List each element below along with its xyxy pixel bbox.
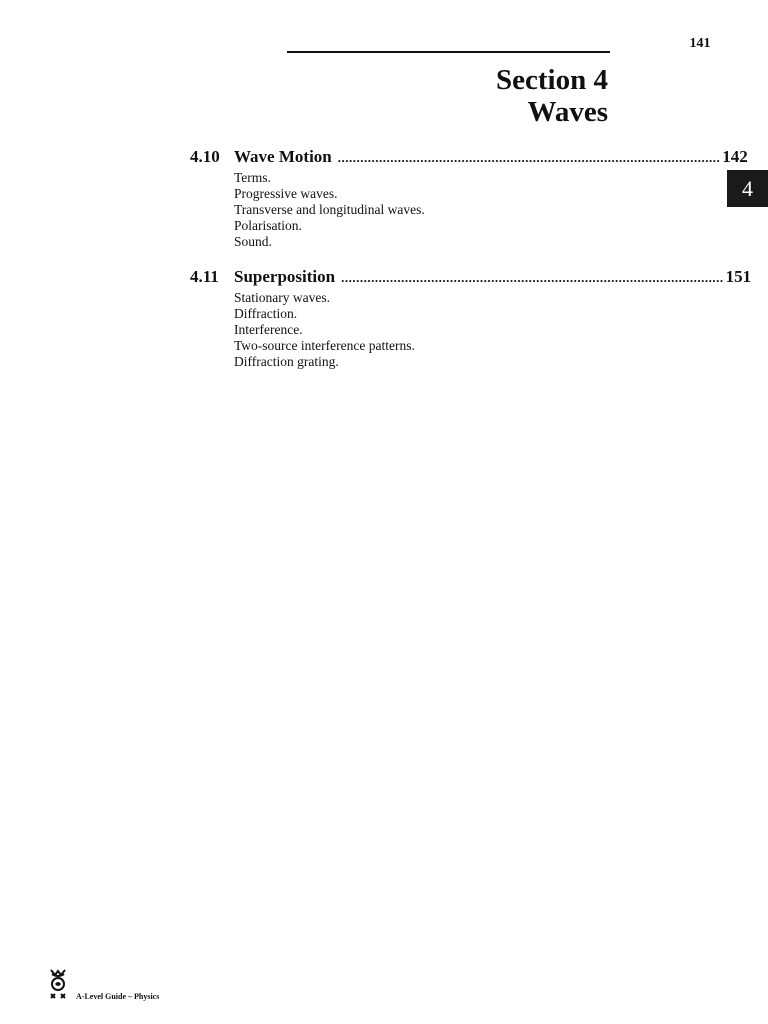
toc-subtopic: Stationary waves. — [234, 290, 330, 305]
publisher-logo-icon — [48, 968, 68, 1000]
toc-heading-line — [190, 267, 752, 288]
section-heading — [496, 64, 608, 128]
section-thumb-tab: 4 — [727, 170, 768, 207]
toc-subtopic: Two-source interference patterns. — [234, 338, 415, 353]
toc-subtopic: Diffraction. — [234, 306, 298, 321]
footer-text: A-Level Guide – Physics — [76, 992, 160, 1001]
page-footer — [48, 968, 248, 1004]
toc-entry-title: Wave Motion — [234, 147, 332, 166]
toc-entry-page: 151 — [725, 267, 752, 286]
page-number: 141 — [689, 36, 711, 51]
toc-entry — [190, 147, 748, 250]
toc-subtopic: Terms. — [234, 170, 271, 185]
header-rule — [287, 51, 610, 53]
toc-entry-page: 142 — [722, 147, 748, 166]
toc-subtopic: Polarisation. — [234, 218, 302, 233]
toc-entry-number: 4.10 — [190, 147, 220, 166]
section-title: Waves — [527, 96, 608, 128]
toc-heading-line — [190, 147, 748, 168]
toc-entry-number: 4.11 — [190, 267, 219, 286]
toc-leader-dots: ...................................................................................................... — [337, 150, 721, 165]
toc-subtopic: Interference. — [234, 322, 303, 337]
section-label: Section 4 — [496, 64, 608, 96]
toc-subtopic: Progressive waves. — [234, 186, 338, 201]
toc-subtopic: Sound. — [234, 234, 272, 249]
toc-entry-title: Superposition — [234, 267, 336, 286]
toc-entry — [190, 267, 752, 370]
toc-subtopic-list — [234, 170, 610, 250]
toc-subtopic-list — [234, 290, 610, 370]
toc-subtopic: Diffraction grating. — [234, 354, 339, 369]
toc-leader-dots: ...................................................................................................... — [341, 270, 724, 285]
toc-subtopic: Transverse and longitudinal waves. — [234, 202, 425, 217]
